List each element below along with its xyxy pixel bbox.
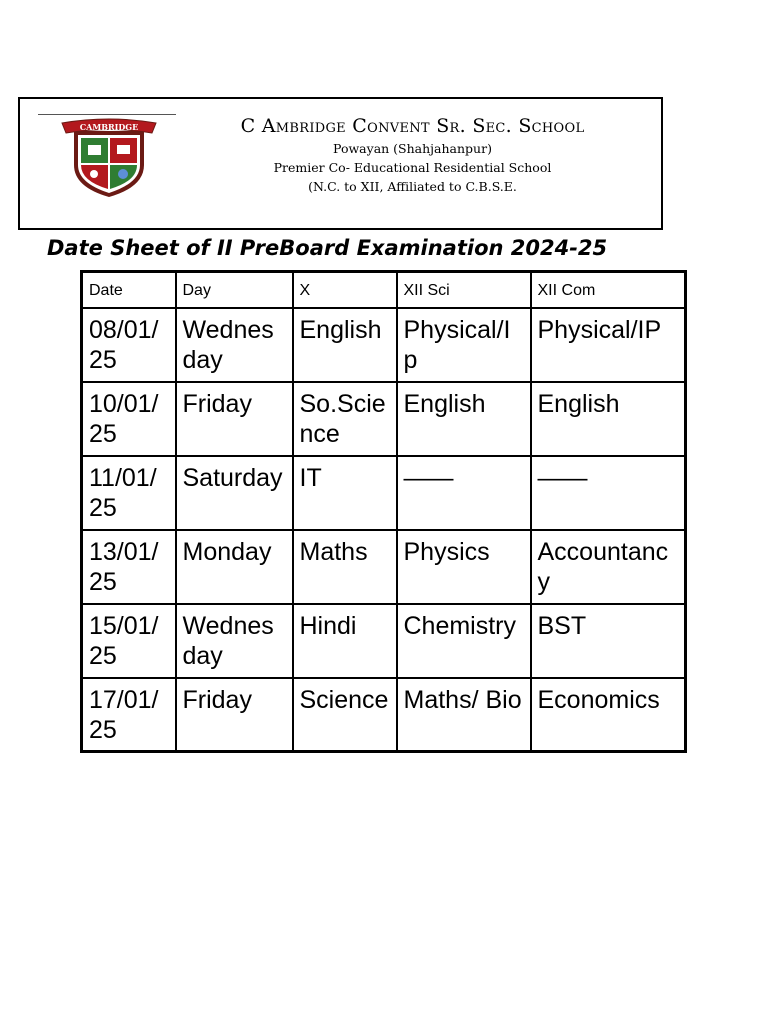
cell-class-x: Maths bbox=[293, 530, 397, 604]
table-row bbox=[82, 456, 686, 530]
cell-day: Saturday bbox=[176, 456, 293, 530]
header-date: Date bbox=[82, 272, 176, 308]
table-header-row bbox=[82, 272, 686, 308]
cell-xii-sci: Physics bbox=[397, 530, 531, 604]
cell-xii-sci: English bbox=[397, 382, 531, 456]
header-day: Day bbox=[176, 272, 293, 308]
table-row bbox=[82, 678, 686, 752]
svg-text:CAMBRIDGE: CAMBRIDGE bbox=[79, 122, 139, 132]
table-row bbox=[82, 382, 686, 456]
cell-xii-sci: —— bbox=[397, 456, 531, 530]
cell-xii-com: Accountancy bbox=[531, 530, 686, 604]
school-name: C Ambridge Convent Sr. Sec. School bbox=[240, 115, 585, 137]
cell-date: 10/01/25 bbox=[82, 382, 176, 456]
cell-class-x: Hindi bbox=[293, 604, 397, 678]
cell-day: Wednesday bbox=[176, 308, 293, 382]
cell-date: 13/01/25 bbox=[82, 530, 176, 604]
cell-date: 15/01/25 bbox=[82, 604, 176, 678]
cell-xii-com: —— bbox=[531, 456, 686, 530]
cell-day: Friday bbox=[176, 382, 293, 456]
cell-class-x: Science bbox=[293, 678, 397, 752]
header-xii-sci: XII Sci bbox=[397, 272, 531, 308]
table-row bbox=[82, 604, 686, 678]
school-affiliation: (N.C. to XII, Affiliated to C.B.S.E. bbox=[308, 179, 517, 194]
cell-xii-com: English bbox=[531, 382, 686, 456]
cell-date: 08/01/25 bbox=[82, 308, 176, 382]
cell-day: Friday bbox=[176, 678, 293, 752]
school-location: Powayan (Shahjahanpur) bbox=[333, 141, 492, 156]
header-xii-com: XII Com bbox=[531, 272, 686, 308]
date-sheet-table bbox=[80, 270, 687, 753]
cell-date: 17/01/25 bbox=[82, 678, 176, 752]
school-tagline: Premier Co- Educational Residential School bbox=[273, 160, 552, 175]
cell-xii-com: BST bbox=[531, 604, 686, 678]
date-sheet-title: Date Sheet of II PreBoard Examination 2024-25 bbox=[47, 236, 608, 260]
cell-class-x: English bbox=[293, 308, 397, 382]
table-row bbox=[82, 530, 686, 604]
cell-class-x: IT bbox=[293, 456, 397, 530]
cell-xii-sci: Chemistry bbox=[397, 604, 531, 678]
cell-day: Wednesday bbox=[176, 604, 293, 678]
cell-date: 11/01/25 bbox=[82, 456, 176, 530]
cell-xii-com: Physical/IP bbox=[531, 308, 686, 382]
cell-xii-com: Economics bbox=[531, 678, 686, 752]
school-header bbox=[18, 97, 663, 230]
cell-xii-sci: Maths/ Bio bbox=[397, 678, 531, 752]
header-class-x: X bbox=[293, 272, 397, 308]
cell-day: Monday bbox=[176, 530, 293, 604]
table-row bbox=[82, 308, 686, 382]
cell-class-x: So.Science bbox=[293, 382, 397, 456]
cell-xii-sci: Physical/Ip bbox=[397, 308, 531, 382]
